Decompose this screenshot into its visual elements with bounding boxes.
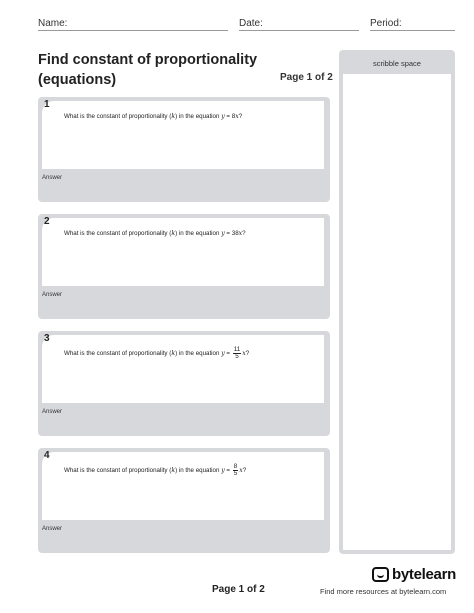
fraction: $\frac{8}{5}$ (233, 463, 238, 477)
period-label: Period: (370, 18, 402, 29)
date-label: Date: (239, 18, 263, 29)
period-line[interactable] (370, 30, 455, 31)
scribble-label: scribble space (373, 59, 421, 68)
name-line[interactable] (38, 30, 228, 31)
question-text: What is the constant of proportionality ( k ) in the equation y = $\frac{8}{5}$ x ? (64, 463, 247, 477)
scribble-panel (339, 50, 455, 554)
scribble-area[interactable] (343, 74, 451, 550)
question-box (42, 218, 324, 286)
footer-tagline: Find more resources at bytelearn.com (320, 587, 447, 596)
question-number: 1 (44, 99, 50, 110)
answer-label: Answer (42, 292, 63, 298)
page-indicator-bottom: Page 1 of 2 (212, 584, 265, 595)
question-number: 2 (44, 216, 50, 227)
question-number: 3 (44, 333, 50, 344)
answer-label: Answer (42, 526, 63, 532)
bytelearn-logo-icon (372, 567, 389, 582)
question-box (42, 335, 324, 403)
page-indicator-top: Page 1 of 2 (280, 72, 333, 83)
question-text: What is the constant of proportionality ( k ) in the equation y = $\frac{11}{5}$ x ? (64, 346, 250, 360)
name-label: Name: (38, 18, 68, 29)
question-card-2 (38, 214, 330, 319)
question-number: 4 (44, 450, 50, 461)
question-text: What is the constant of proportionality ( k ) in the equation y = 8 x ? (64, 113, 243, 120)
question-card-4 (38, 448, 330, 553)
answer-label: Answer (42, 175, 63, 181)
brand-logo (372, 566, 456, 583)
answer-label: Answer (42, 409, 63, 415)
question-card-1 (38, 97, 330, 202)
fraction: $\frac{11}{5}$ (233, 346, 241, 360)
brand-name: bytelearn (392, 566, 456, 583)
question-text: What is the constant of proportionality ( k ) in the equation y = 38 x ? (64, 230, 246, 237)
question-box (42, 452, 324, 520)
question-card-3 (38, 331, 330, 436)
question-box (42, 101, 324, 169)
date-line[interactable] (239, 30, 359, 31)
worksheet-title: Find constant of proportionality (equations) (38, 52, 258, 88)
